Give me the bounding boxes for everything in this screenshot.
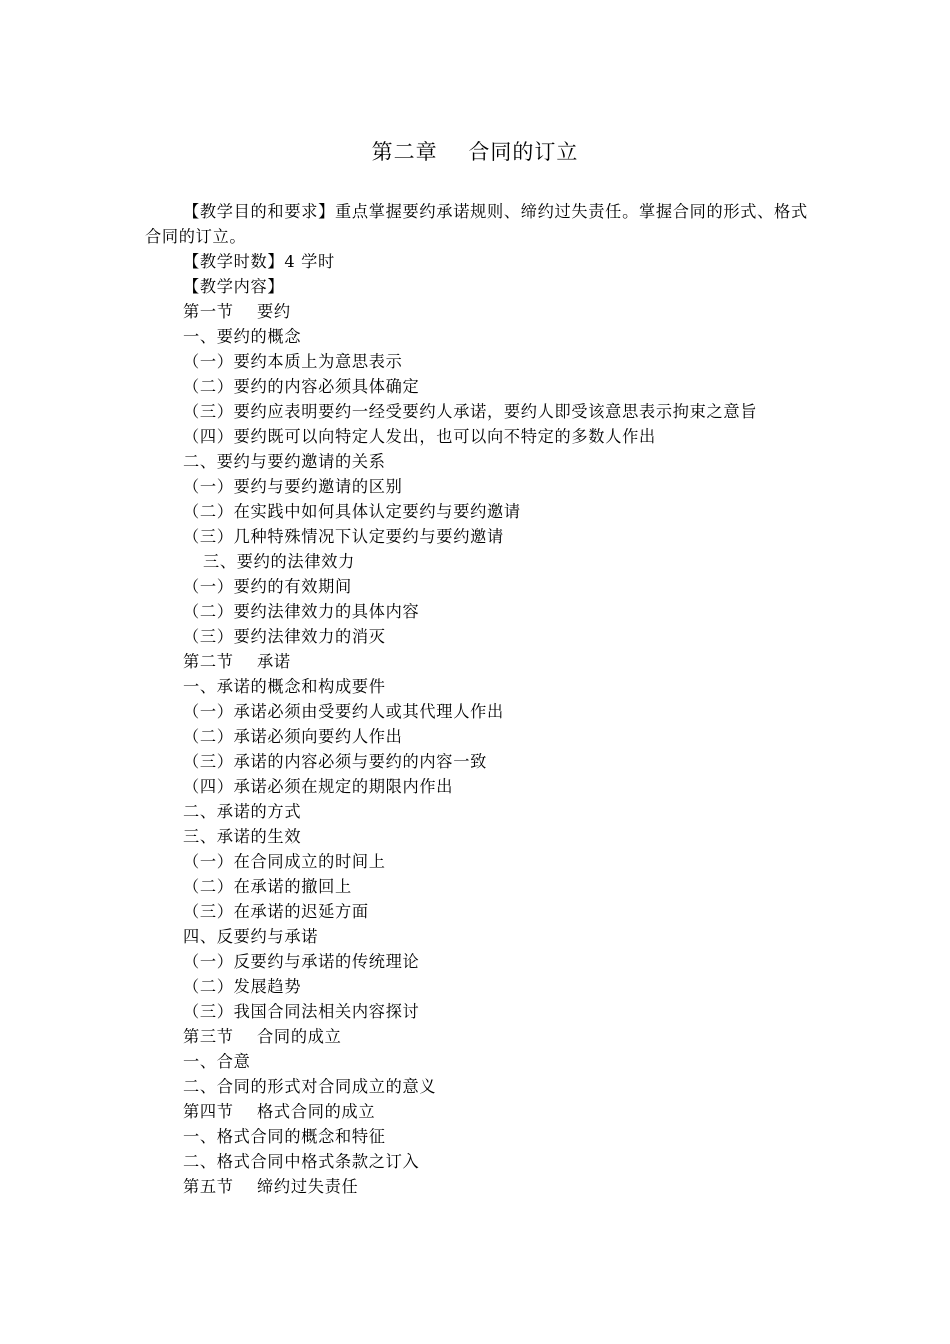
outline-subitem: （一）要约本质上为意思表示 bbox=[183, 352, 403, 371]
section-heading: 第一节 要约 bbox=[183, 302, 291, 321]
outline-item: 一、格式合同的概念和特征 bbox=[183, 1127, 386, 1146]
teaching-content-heading: 【教学内容】 bbox=[183, 277, 285, 296]
outline-item: 二、承诺的方式 bbox=[183, 802, 302, 821]
outline-subitem: （一）要约与要约邀请的区别 bbox=[183, 477, 403, 496]
outline-subitem: （三）要约应表明要约一经受要约人承诺，要约人即受该意思表示拘束之意旨 bbox=[183, 402, 758, 421]
outline-subitem: （二）要约的内容必须具体确定 bbox=[183, 377, 420, 396]
teaching-hours: 【教学时数】4 学时 bbox=[183, 252, 335, 271]
outline-subitem: （四）要约既可以向特定人发出，也可以向不特定的多数人作出 bbox=[183, 427, 656, 446]
outline-item: 一、要约的概念 bbox=[183, 327, 302, 346]
outline-subitem: （二）发展趋势 bbox=[183, 977, 302, 996]
outline-subitem: （二）要约法律效力的具体内容 bbox=[183, 602, 420, 621]
outline-subitem: （一）承诺必须由受要约人或其代理人作出 bbox=[183, 702, 504, 721]
outline-item: 二、要约与要约邀请的关系 bbox=[183, 452, 386, 471]
section-heading: 第二节 承诺 bbox=[183, 652, 291, 671]
outline-subitem: （三）承诺的内容必须与要约的内容一致 bbox=[183, 752, 487, 771]
outline-subitem: （一）要约的有效期间 bbox=[183, 577, 352, 596]
outline-item: 三、承诺的生效 bbox=[183, 827, 302, 846]
outline-subitem: （一）在合同成立的时间上 bbox=[183, 852, 386, 871]
outline-item: 三、要约的法律效力 bbox=[203, 552, 355, 571]
outline-subitem: （二）承诺必须向要约人作出 bbox=[183, 727, 403, 746]
outline-subitem: （三）我国合同法相关内容探讨 bbox=[183, 1002, 420, 1021]
outline-subitem: （四）承诺必须在规定的期限内作出 bbox=[183, 777, 454, 796]
outline-subitem: （一）反要约与承诺的传统理论 bbox=[183, 952, 420, 971]
page-title: 第二章 合同的订立 bbox=[371, 140, 579, 164]
outline-subitem: （二）在实践中如何具体认定要约与要约邀请 bbox=[183, 502, 521, 521]
outline-subitem: （二）在承诺的撤回上 bbox=[183, 877, 352, 896]
outline-item: 四、反要约与承诺 bbox=[183, 927, 319, 946]
section-heading: 第五节 缔约过失责任 bbox=[183, 1177, 359, 1196]
outline-item: 二、格式合同中格式条款之订入 bbox=[183, 1152, 420, 1171]
section-heading: 第三节 合同的成立 bbox=[183, 1027, 342, 1046]
outline-subitem: （三）在承诺的迟延方面 bbox=[183, 902, 369, 921]
document-body bbox=[145, 199, 810, 1199]
outline-subitem: （三）要约法律效力的消灭 bbox=[183, 627, 386, 646]
outline-item: 一、承诺的概念和构成要件 bbox=[183, 677, 386, 696]
outline-item: 一、合意 bbox=[183, 1052, 251, 1071]
section-heading: 第四节 格式合同的成立 bbox=[183, 1102, 376, 1121]
outline-item: 二、合同的形式对合同成立的意义 bbox=[183, 1077, 437, 1096]
outline-subitem: （三）几种特殊情况下认定要约与要约邀请 bbox=[183, 527, 504, 546]
teaching-objective: 【教学目的和要求】重点掌握要约承诺规则、缔约过失责任。掌握合同的形式、格式合同的订立。 bbox=[145, 202, 808, 246]
content-outline bbox=[145, 299, 810, 1199]
